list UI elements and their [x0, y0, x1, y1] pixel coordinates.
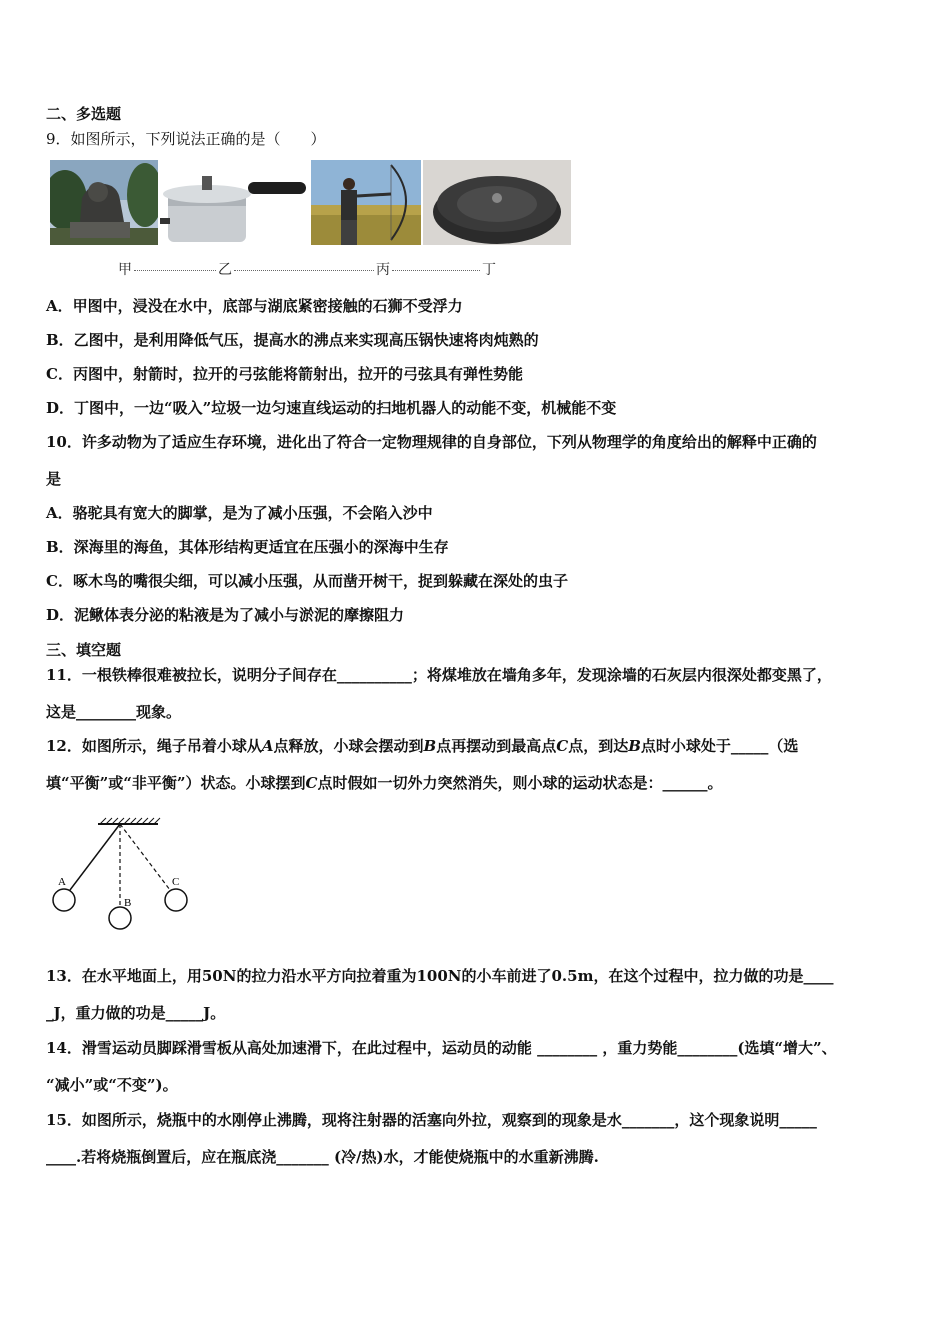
q9-option-d: D．丁图中，一边“吸入”垃圾一边匀速直线运动的扫地机器人的动能不变，机械能不变 — [46, 399, 617, 417]
robot-vacuum-image — [423, 160, 571, 245]
q10-option-d: D．泥鳅体表分泌的粘液是为了减小与淤泥的摩擦阻力 — [46, 606, 405, 624]
question-9-stem: 9．如图所示，下列说法正确的是（ ） — [46, 130, 326, 148]
archer-image — [311, 160, 421, 245]
question-15-line2: ____.若将烧瓶倒置后，应在瓶底浇_______ (冷/热)水，才能使烧瓶中的水重新沸腾. — [46, 1148, 599, 1166]
q9-option-a: A．甲图中，浸没在水中，底部与湖底紧密接触的石狮不受浮力 — [46, 297, 463, 315]
question-13-line1: 13．在水平地面上，用50N的拉力沿水平方向拉着重为100N的小车前进了0.5m，在这个过程中，拉力做的功是____ — [46, 967, 834, 985]
q9-option-b: B．乙图中，是利用降低气压，提高水的沸点来实现高压锅快速将肉炖熟的 — [46, 331, 539, 349]
q10-option-c: C．啄木鸟的嘴很尖细，可以减小压强，从而凿开树干，捉到躲藏在深处的虫子 — [46, 572, 568, 590]
q9-option-c: C．丙图中，射箭时，拉开的弓弦能将箭射出，拉开的弓弦具有弹性势能 — [46, 365, 523, 383]
question-12-line1: 12．如图所示，绳子吊着小球从A点释放，小球会摆动到B点再摆动到最高点C点，到达B点时小球处于_____（选 — [46, 737, 799, 755]
q10-option-a: A．骆驼具有宽大的脚掌，是为了减小压强，不会陷入沙中 — [46, 504, 433, 522]
caption-ding: 丁 — [482, 262, 496, 278]
caption-jia: 甲 — [118, 262, 132, 278]
pressure-cooker-image — [160, 160, 308, 245]
caption-yi: 乙 — [218, 262, 232, 278]
question-12-line2: 填“平衡”或“非平衡”）状态。小球摆到C点时假如一切外力突然消失，则小球的运动状态是：______。 — [46, 774, 723, 792]
question-14-line2: “减小”或“不变”)。 — [46, 1076, 178, 1094]
image-captions — [118, 259, 496, 279]
pendulum-label-a: A — [58, 876, 66, 888]
section-heading-multiple-choice: 二、多选题 — [46, 105, 122, 123]
pendulum-label-c: C — [172, 876, 180, 888]
question-11-line2: 这是________现象。 — [46, 703, 182, 721]
pendulum-diagram — [40, 812, 200, 937]
question-11-line1: 11．一根铁棒很难被拉长，说明分子间存在__________；将煤堆放在墙角多年，发现涂墙的石灰层内很深处都变黑了， — [46, 666, 832, 684]
question-14-line1: 14．滑雪运动员脚踩滑雪板从高处加速滑下，在此过程中，运动员的动能 ________ ，重力势能________(选填“增大”、 — [46, 1039, 837, 1057]
question-15-line1: 15．如图所示，烧瓶中的水刚停止沸腾，现将注射器的活塞向外拉，观察到的现象是水_______，这个现象说明_____ — [46, 1111, 817, 1129]
section-heading-fill-in: 三、填空题 — [46, 641, 122, 659]
q10-option-b: B．深海里的海鱼，其体形结构更适宜在压强小的深海中生存 — [46, 538, 449, 556]
question-10-stem: 10．许多动物为了适应生存环境，进化出了符合一定物理规律的自身部位，下列从物理学的角度给出的解释中正确的 — [46, 433, 817, 451]
question-10-stem-cont: 是 — [46, 470, 62, 488]
question-13-line2: _J，重力做的功是_____J。 — [46, 1004, 226, 1022]
stone-lion-image — [50, 160, 158, 245]
caption-bing: 丙 — [376, 262, 390, 278]
pendulum-label-b: B — [124, 897, 132, 909]
